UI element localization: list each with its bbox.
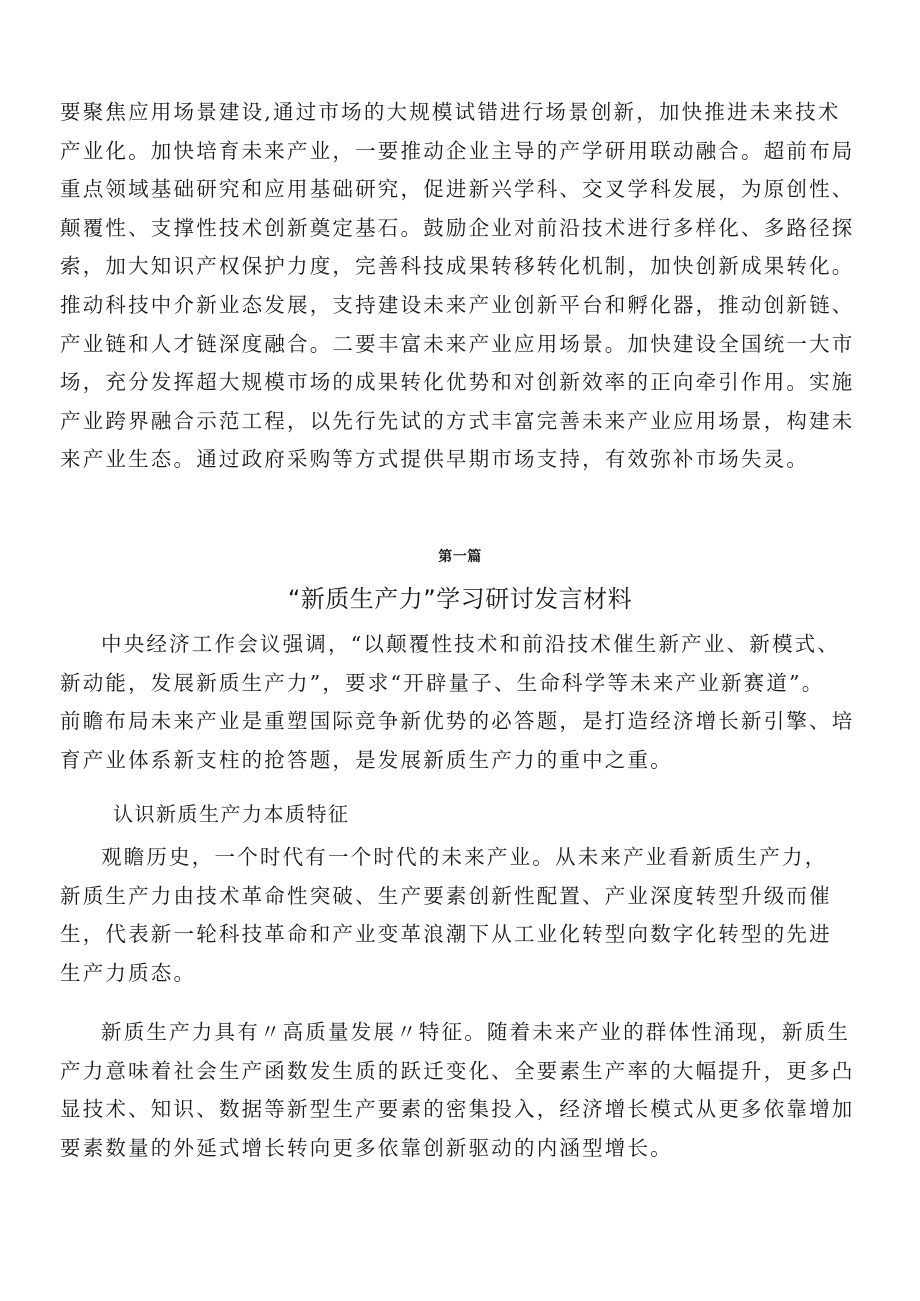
text-line: 产业跨界融合示范工程，以先行先试的方式丰富完善未来产业应用场景，构建未: [60, 408, 855, 433]
body-paragraph-3: [60, 838, 885, 992]
text-line: 生，代表新一轮科技革命和产业变革浪潮下从工业化转型向数字化转型的先进: [60, 922, 832, 947]
text-line: 新动能，发展新质生产力”，要求“开辟量子、生命科学等未来产业新赛道”。: [60, 670, 825, 695]
text-line: 显技术、知识、数据等新型生产要素的密集投入，经济增长模式从更多依靠增加: [60, 1097, 855, 1122]
text-line: 育产业体系新支柱的抢答题，是发展新质生产力的重中之重。: [60, 747, 673, 772]
text-line: 产业化。加快培育未来产业，一要推动企业主导的产学研用联动融合。超前布局: [60, 138, 855, 163]
text-line: 观瞻历史，一个时代有一个时代的未来产业。从未来产业看新质生产力，: [101, 845, 828, 869]
text-line: 重点领域基础研究和应用基础研究，促进新兴学科、交叉学科发展，为原创性、: [60, 177, 855, 202]
text-line: 中央经济工作会议强调，“以颠覆性技术和前沿技术催生新产业、新模式、: [101, 632, 841, 656]
text-line: 新质生产力由技术革命性突破、生产要素创新性配置、产业深度转型升级而催: [60, 883, 832, 908]
subheading: 认识新质生产力本质特征: [113, 802, 350, 826]
text-line: 索，加大知识产权保护力度，完善科技成果转移转化机制，加快创新成果转化。: [60, 254, 855, 279]
text-line: 新质生产力具有〃高质量发展〃特征。随着未来产业的群体性涌现，新质生: [101, 1020, 851, 1044]
text-line: 推动科技中介新业态发展，支持建设未来产业创新平台和孵化器，推动创新链、: [60, 292, 855, 317]
text-line: 场，充分发挥超大规模市场的成果转化优势和对创新效率的正向牵引作用。实施: [60, 370, 855, 395]
document-title: “新质生产力”学习研讨发言材料: [287, 585, 633, 613]
body-paragraph-1: [60, 93, 885, 479]
body-paragraph-4: [60, 1013, 885, 1167]
text-line: 产业链和人才链深度融合。二要丰富未来产业应用场景。加快建设全国统一大市: [60, 331, 855, 356]
body-paragraph-2: [60, 625, 885, 779]
text-line: 来产业生态。通过政府采购等方式提供早期市场支持，有效弥补市场失灵。: [60, 447, 810, 472]
text-line: 颠覆性、支撑性技术创新奠定基石。鼓励企业对前沿技术进行多样化、多路径探: [60, 215, 855, 240]
section-label: 第一篇: [438, 549, 482, 565]
text-line: 生产力质态。: [60, 960, 197, 985]
text-line: 要聚焦应用场景建设,通过市场的大规模试错进行场景创新，加快推进未来技术: [60, 100, 841, 124]
text-line: 产力意味着社会生产函数发生质的跃迁变化、全要素生产率的大幅提升，更多凸: [60, 1058, 855, 1083]
text-line: 前瞻布局未来产业是重塑国际竞争新优势的必答题，是打造经济增长新引擎、培: [60, 709, 855, 734]
text-line: 要素数量的外延式增长转向更多依靠创新驱动的内涵型增长。: [60, 1135, 673, 1160]
